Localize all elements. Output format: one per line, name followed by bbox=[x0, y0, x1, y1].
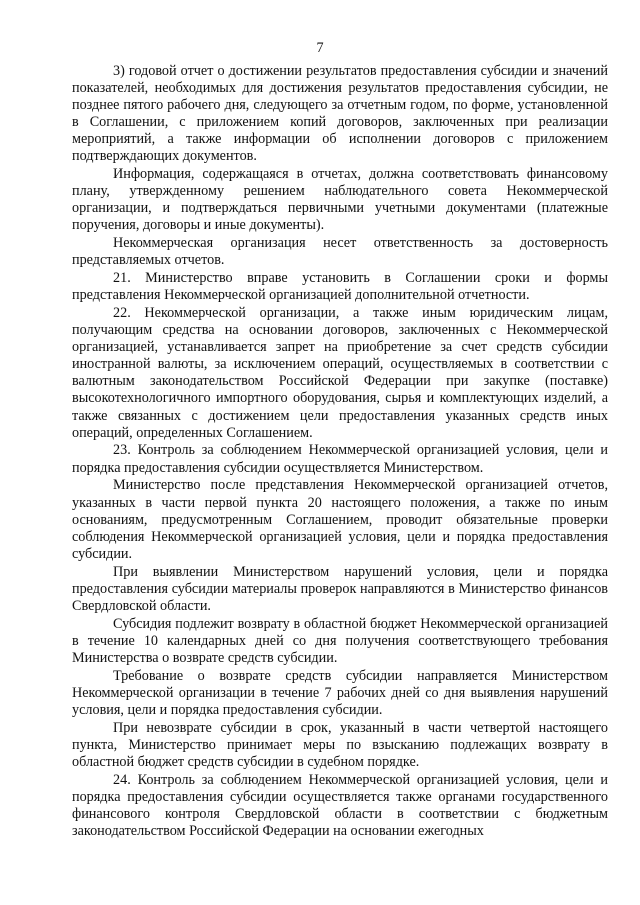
paragraph-item-23-refund-request: Требование о возврате средств субсидии направляется Министерством Некоммерческой организации в течение 7 рабочих дней со дня выявления нарушений условия, цели и порядка предоставления субсидии. bbox=[72, 667, 608, 718]
paragraph-report-information: Информация, содержащаяся в отчетах, должна соответствовать финансовому плану, утвержденному решением наблюдательного совета Некоммерческой организации, и подтверждаться первичными учетными документами (платежные поручения, договоры и иные документы). bbox=[72, 166, 608, 234]
paragraph-item-23-violations: При выявлении Министерством нарушений условия, цели и порядка предоставления субсидии материалы проверок направляются в Министерство финансов Свердловской области. bbox=[72, 563, 608, 614]
paragraph-report-responsibility: Некоммерческая организация несет ответственность за достоверность представляемых отчетов. bbox=[72, 235, 608, 269]
paragraph-item-22: 22. Некоммерческой организации, а также иным юридическим лицам, получающим средства на основании договоров, заключенных с Некоммерческой организацией, устанавливается запрет на приобретение за счет средств субсидии иностранной валюты, за исключением операций, осуществляемых в соответствии с валютным законодательством Российской Федерации при закупке (поставке) высокотехнологичного импортного оборудования, сырья и комплектующих изделий, а также связанных с достижением цели предоставления указанных средств иных операций, определенных Соглашением. bbox=[72, 305, 608, 441]
page-number: 7 bbox=[316, 40, 324, 56]
paragraph-item-24: 24. Контроль за соблюдением Некоммерческой организацией условия, цели и порядка предоставления субсидии осуществляется также органами государственного финансового контроля Свердловской области в соответствии с бюджетным законодательством Российской Федерации на основании ежегодных bbox=[72, 771, 608, 839]
paragraph-item-23: 23. Контроль за соблюдением Некоммерческой организацией условия, цели и порядка предоставления субсидии осуществляется Министерством. bbox=[72, 442, 608, 476]
paragraph-item-23-inspections: Министерство после представления Некоммерческой организацией отчетов, указанных в части первой пункта 20 настоящего положения, а также по иным основаниям, предусмотренным Соглашением, проводит обязательные проверки соблюдения Некоммерческой организацией условия, цели и порядка предоставления субсидии. bbox=[72, 477, 608, 562]
paragraph-report-annual: 3) годовой отчет о достижении результатов предоставления субсидии и значений показателей, необходимых для достижения результатов предоставления субсидии, не позднее пятого рабочего дня, следующего за отчетным годом, по форме, установленной в Соглашении, с приложением копий договоров, заключенных при реализации мероприятий, а также информации об исполнении договоров с приложением подтверждающих документов. bbox=[72, 63, 608, 165]
paragraph-item-23-refund: Субсидия подлежит возврату в областной бюджет Некоммерческой организацией в течение 10 календарных дней со дня получения соответствующего требования Министерства о возврате средств субсидии. bbox=[72, 615, 608, 666]
paragraph-item-21: 21. Министерство вправе установить в Соглашении сроки и формы представления Некоммерческой организацией дополнительной отчетности. bbox=[72, 270, 608, 304]
document-body bbox=[72, 63, 608, 840]
paragraph-item-23-court: При невозврате субсидии в срок, указанный в части четвертой настоящего пункта, Министерство принимает меры по взысканию подлежащих возврату в областной бюджет средств субсидии в судебном порядке. bbox=[72, 719, 608, 770]
